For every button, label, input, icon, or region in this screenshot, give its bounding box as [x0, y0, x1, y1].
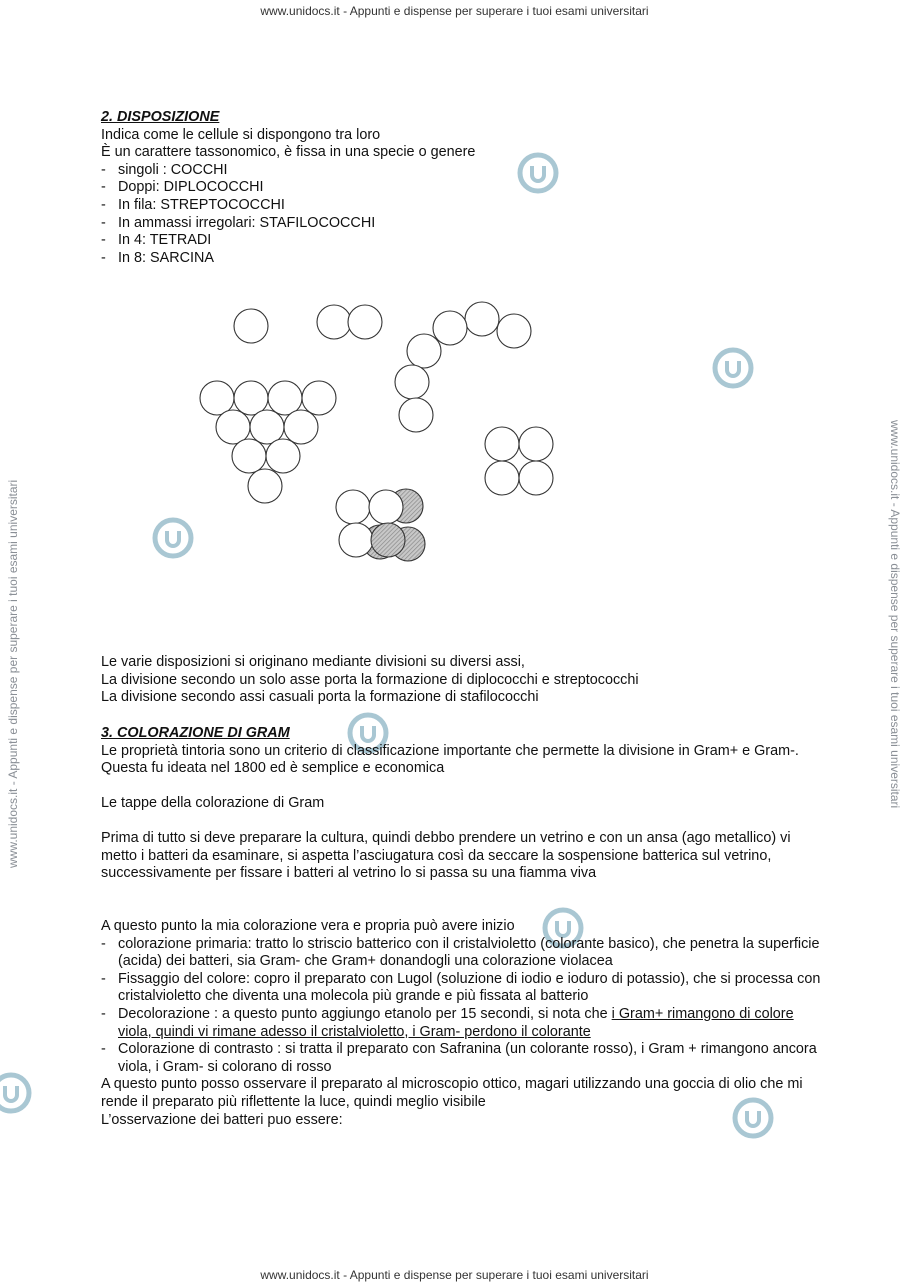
coccus-stafilo: [248, 469, 282, 503]
coccus-stafilo: [232, 439, 266, 473]
list-item: [101, 1006, 821, 1041]
coccus-strepto: [399, 398, 433, 432]
arrangement-list: [101, 162, 821, 268]
coccus-stafilo: [284, 410, 318, 444]
list-item: - Fissaggio del colore: copro il preparato con Lugol (soluzione di iodio e ioduro di potassio), che si processa con cristalvioletto che diventa una molecola più grande e più fissata al batterio: [101, 971, 821, 1006]
coccus-diplo: [348, 305, 382, 339]
coccus-sarcina: [369, 490, 403, 524]
cell-arrangement-diagram: [190, 290, 570, 570]
paragraph: Le tappe della colorazione di Gram: [101, 795, 325, 811]
culture-block: [101, 830, 821, 883]
coccus-strepto: [407, 334, 441, 368]
paragraph-line: Indica come le cellule si dispongono tra loro: [101, 126, 381, 143]
coccus-strepto: [465, 302, 499, 336]
coccus-strepto: [395, 365, 429, 399]
section-colorazione-gram: [101, 725, 821, 778]
division-notes: [101, 654, 821, 707]
coccus-tetrade: [485, 427, 519, 461]
paragraph: A questo punto la mia colorazione vera e propria può avere inizio: [101, 918, 515, 934]
watermark-top: www.unidocs.it - Appunti e dispense per superare i tuoi esami universitari: [260, 4, 649, 18]
section-heading: 2. DISPOSIZIONE: [101, 109, 220, 125]
paragraph-line: La divisione secondo un solo asse porta la formazione di diplococchi e streptococchi: [101, 671, 639, 688]
coccus-sarcina: [339, 523, 373, 557]
procedure-list: [101, 936, 821, 1077]
paragraph-line: È un carattere tassonomico, è fissa in una specie o genere: [101, 144, 476, 161]
list-item: - In 8: SARCINA: [101, 250, 821, 268]
paragraph: Le proprietà tintoria sono un criterio di classificazione importante che permette la divisione in Gram+ e Gram-. Questa fu ideata nel 1800 ed è semplice e economica: [101, 742, 799, 777]
coccus-stafilo: [250, 410, 284, 444]
list-item: - In ammassi irregolari: STAFILOCOCCHI: [101, 215, 821, 233]
paragraph-line: Le varie disposizioni si originano mediante divisioni su diversi assi,: [101, 654, 525, 670]
coccus-strepto: [433, 311, 467, 345]
coccus-tetrade: [485, 461, 519, 495]
item-text: Decolorazione : a questo punto aggiungo etanolo per 15 secondi, si nota che: [118, 1005, 612, 1022]
list-item: - Doppi: DIPLOCOCCHI: [101, 179, 821, 197]
coccus-stafilo: [268, 381, 302, 415]
coccus-stafilo: [302, 381, 336, 415]
coccus-diplo: [317, 305, 351, 339]
coccus-stafilo: [216, 410, 250, 444]
coccus-stafilo: [234, 381, 268, 415]
list-item: - singoli : COCCHI: [101, 162, 821, 180]
list-item: - Colorazione di contrasto : si tratta il preparato con Safranina (un colorante rosso), i Gram + rimangono ancora viola, i Gram- si colorano di rosso: [101, 1041, 821, 1076]
steps-title-block: [101, 795, 821, 813]
paragraph: A questo punto posso osservare il preparato al microscopio ottico, magari utilizzando una goccia di olio che mi rende il preparato più riflettente la luce, quindi meglio visibile: [101, 1076, 803, 1110]
coccus-tetrade: [519, 427, 553, 461]
coccus-single: [234, 309, 268, 343]
coccus-strepto: [497, 314, 531, 348]
coccus-tetrade: [519, 461, 553, 495]
unidocs-logo-icon: [0, 1070, 34, 1116]
list-item: - In fila: STREPTOCOCCHI: [101, 197, 821, 215]
section-heading: 3. COLORAZIONE DI GRAM: [101, 725, 290, 741]
section-disposizione: [101, 109, 821, 267]
list-item: - In 4: TETRADI: [101, 232, 821, 250]
paragraph-line: La divisione secondo assi casuali porta la formazione di stafilococchi: [101, 689, 539, 706]
watermark-left: www.unidocs.it - Appunti e dispense per superare i tuoi esami universitari: [6, 479, 20, 868]
paragraph: L’osservazione dei batteri puo essere:: [101, 1111, 343, 1128]
coccus-sarcina: [371, 523, 405, 557]
paragraph: Prima di tutto si deve preparare la cultura, quindi debbo prendere un vetrino e con un ansa (ago metallico) vi metto i batteri da esaminare, si aspetta l’asciugatura così da seccare la sospensione batterica sul vetrino, successivamente per fissare i batteri al vetrino lo si passa su una fiamma viva: [101, 830, 791, 882]
underlined-text: i Gram+ rimangono di colore viola, quindi vi rimane adesso il cristalvioletto, i Gram- perdono il colorante: [118, 1005, 794, 1040]
list-item: - colorazione primaria: tratto lo striscio batterico con il cristalvioletto (colorante basico), che penetra la superficie (acida) dei batteri, sia Gram- che Gram+ donandogli una colorazione violacea: [101, 936, 821, 971]
unidocs-logo-icon: [710, 345, 756, 391]
watermark-bottom: www.unidocs.it - Appunti e dispense per superare i tuoi esami universitari: [260, 1268, 649, 1282]
coccus-stafilo: [200, 381, 234, 415]
watermark-right: www.unidocs.it - Appunti e dispense per superare i tuoi esami universitari: [888, 420, 902, 809]
coccus-sarcina: [336, 490, 370, 524]
coccus-stafilo: [266, 439, 300, 473]
procedure-block: [101, 918, 821, 1129]
